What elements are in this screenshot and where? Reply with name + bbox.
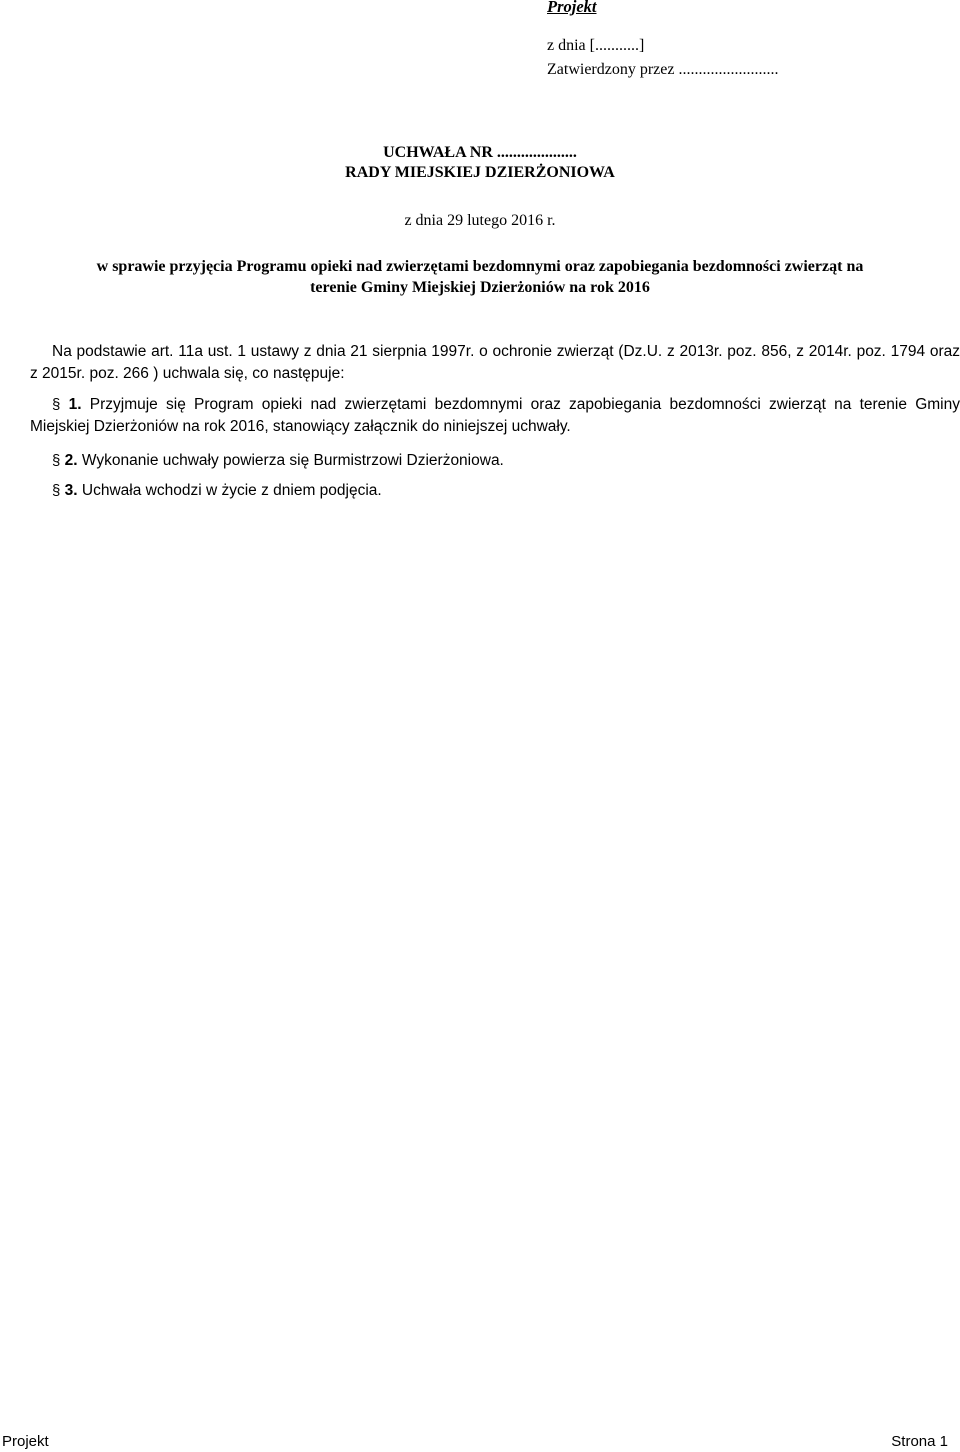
- page-number: Strona 1: [891, 1433, 948, 1450]
- approved-by-line: Zatwierdzony przez .........................: [547, 61, 779, 78]
- paragraph-3-number: 3.: [64, 482, 78, 499]
- projekt-label: Projekt: [547, 0, 597, 16]
- legal-basis-paragraph: Na podstawie art. 11a ust. 1 ustawy z dnia 21 sierpnia 1997r. o ochronie zwierząt (Dz.U. z 2013r. poz. 856, z 2014r. poz. 1794 oraz z 2015r. poz. 266 ) uchwala się, co następuje:: [30, 343, 960, 382]
- paragraph-1-number: 1.: [68, 396, 82, 413]
- paragraph-2-number: 2.: [64, 452, 78, 469]
- section-sign-1: §: [52, 396, 61, 413]
- paragraph-2: [30, 450, 960, 472]
- subject-line-1: w sprawie przyjęcia Programu opieki nad zwierzętami bezdomnymi oraz zapobiegania bezdomności zwierząt na: [96, 258, 864, 275]
- resolution-date: z dnia 29 lutego 2016 r.: [404, 212, 556, 229]
- draft-date-line: z dnia [...........]: [547, 37, 645, 54]
- paragraph-3-text: Uchwała wchodzi w życie z dniem podjęcia.: [81, 482, 382, 499]
- section-sign-3: §: [52, 482, 61, 499]
- paragraph-1: [30, 394, 960, 437]
- paragraph-2-text: Wykonanie uchwały powierza się Burmistrzowi Dzierżoniowa.: [81, 452, 504, 469]
- council-name: RADY MIEJSKIEJ DZIERŻONIOWA: [345, 164, 615, 181]
- footer-left-label: Projekt: [2, 1433, 49, 1450]
- paragraph-1-text: Przyjmuje się Program opieki nad zwierzętami bezdomnymi oraz zapobiegania bezdomności zwierząt na terenie Gminy Miejskiej Dzierżoniów na rok 2016, stanowiący załącznik do niniejszej uchwały.: [30, 396, 960, 435]
- subject-line-2: terenie Gminy Miejskiej Dzierżoniów na rok 2016: [310, 279, 650, 296]
- paragraph-3: [30, 480, 960, 502]
- resolution-number: UCHWAŁA NR ....................: [383, 144, 577, 161]
- section-sign-2: §: [52, 452, 61, 469]
